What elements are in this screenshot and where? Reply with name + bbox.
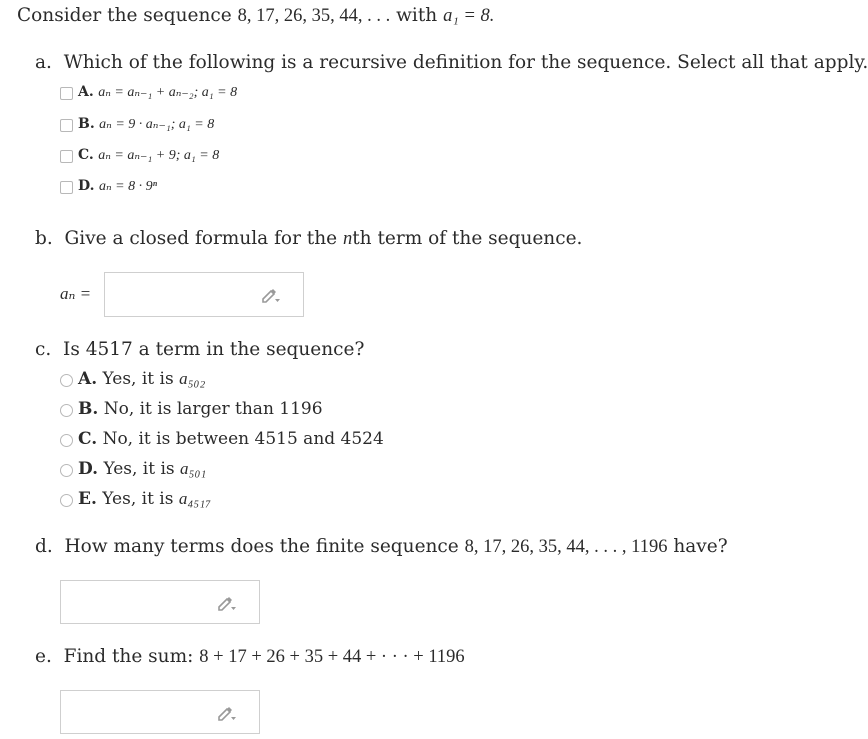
part-c-label: c. <box>35 339 52 360</box>
intro-text <box>17 5 494 27</box>
sum-input[interactable] <box>60 690 260 734</box>
term-count-input[interactable] <box>60 580 260 624</box>
option-a-text: aₙ = aₙ₋₁ + aₙ₋₂; a₁ = 8 <box>98 85 238 100</box>
c-option-c-letter: C. <box>78 429 98 449</box>
part-e-label: e. <box>35 646 52 667</box>
part-b-label: b. <box>35 228 53 249</box>
option-d-checkbox[interactable] <box>60 181 73 194</box>
part-d-prefix: How many terms does the finite sequence <box>64 536 459 557</box>
part-a-option-c <box>78 147 219 164</box>
option-a-checkbox[interactable] <box>60 87 73 100</box>
c-option-b-letter: B. <box>78 399 99 419</box>
part-b-prefix: Give a closed formula for the <box>64 228 338 249</box>
pencil-icon[interactable] <box>217 595 237 611</box>
part-c-option-e <box>78 489 211 509</box>
option-d-letter: D. <box>78 178 95 194</box>
part-c-option-b <box>78 399 323 419</box>
c-option-a-text: Yes, it is <box>102 369 174 389</box>
part-b-var: n <box>342 229 353 249</box>
part-b-suffix: th term of the sequence. <box>352 228 583 249</box>
c-option-d-letter: D. <box>78 459 99 479</box>
part-c-option-c <box>78 429 384 449</box>
radio-option-d[interactable] <box>60 464 73 477</box>
c-option-a-letter: A. <box>78 369 98 389</box>
part-a-label: a. <box>35 52 52 73</box>
pencil-icon[interactable] <box>217 705 237 721</box>
c-option-b-text: No, it is larger than 1196 <box>103 399 323 419</box>
c-option-e-text: Yes, it is <box>102 489 174 509</box>
part-d-label: d. <box>35 536 53 557</box>
option-c-letter: C. <box>78 147 94 163</box>
option-d-text: aₙ = 8 · 9ⁿ <box>98 179 157 194</box>
part-b-question <box>35 228 582 250</box>
an-label: aₙ = <box>60 284 92 303</box>
option-c-text: aₙ = aₙ₋₁ + 9; a₁ = 8 <box>98 148 220 163</box>
c-option-c-text: No, it is between 4515 and 4524 <box>102 429 384 449</box>
option-b-letter: B. <box>78 116 95 132</box>
part-d-question <box>35 536 728 558</box>
closed-formula-input[interactable] <box>104 272 304 317</box>
option-b-checkbox[interactable] <box>60 119 73 132</box>
c-option-d-text: Yes, it is <box>103 459 175 479</box>
intro-prefix: Consider the sequence <box>17 5 232 26</box>
option-c-checkbox[interactable] <box>60 150 73 163</box>
pencil-icon[interactable] <box>261 287 281 303</box>
part-d-suffix: have? <box>673 536 728 557</box>
radio-option-e[interactable] <box>60 494 73 507</box>
part-e-question <box>35 646 465 668</box>
intro-condition: a₁ = 8. <box>443 6 495 26</box>
part-c-option-a <box>78 369 205 389</box>
part-a-option-d <box>78 178 157 195</box>
part-a-option-b <box>78 116 214 133</box>
c-option-e-math: a₄₅₁₇ <box>178 489 212 508</box>
part-a-text: Which of the following is a recursive definition for the sequence. Select all that apply. <box>63 52 868 73</box>
intro-with: with <box>396 5 438 26</box>
option-b-text: aₙ = 9 · aₙ₋₁; a₁ = 8 <box>99 117 215 132</box>
c-option-d-math: a₅₀₁ <box>180 459 207 478</box>
radio-option-c[interactable] <box>60 434 73 447</box>
c-option-e-letter: E. <box>78 489 97 509</box>
part-c-option-d <box>78 459 206 479</box>
radio-option-b[interactable] <box>60 404 73 417</box>
part-e-prefix: Find the sum: <box>63 646 194 667</box>
c-option-a-math: a₅₀₂ <box>179 369 206 388</box>
part-c-question <box>35 339 364 360</box>
option-a-letter: A. <box>78 84 94 100</box>
part-e-expression: 8 + 17 + 26 + 35 + 44 + · · · + 1196 <box>199 647 465 667</box>
part-c-text: Is 4517 a term in the sequence? <box>63 339 365 360</box>
part-a-question <box>35 52 868 73</box>
radio-option-a[interactable] <box>60 374 73 387</box>
intro-sequence: 8, 17, 26, 35, 44, . . . <box>237 6 391 26</box>
part-d-sequence: 8, 17, 26, 35, 44, . . . , 1196 <box>464 537 668 557</box>
part-a-option-a <box>78 84 237 101</box>
